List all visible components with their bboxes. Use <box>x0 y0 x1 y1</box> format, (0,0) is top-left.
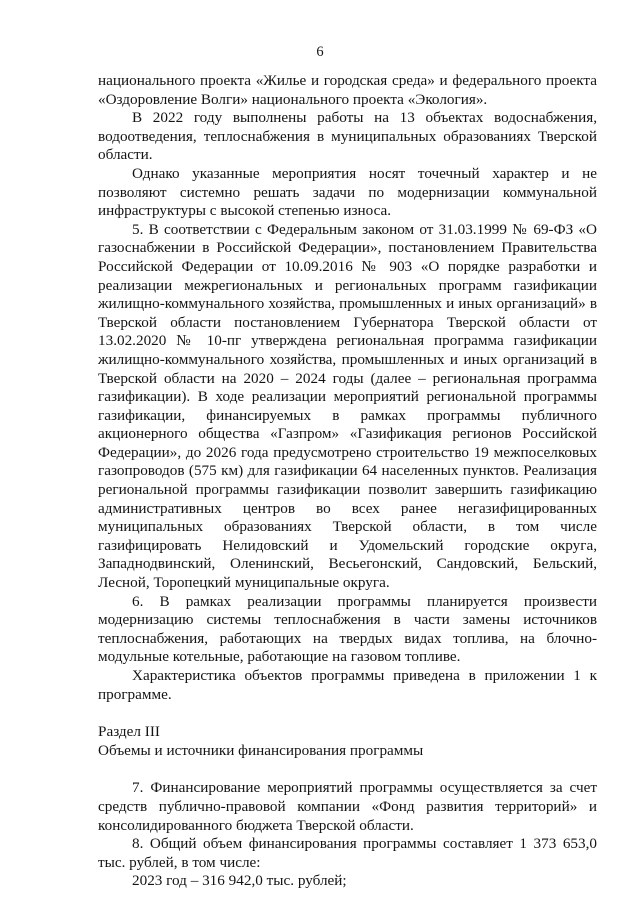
paragraph-year-2023: 2023 год – 316 942,0 тыс. рублей; <box>132 872 347 890</box>
paragraph-item-5: 5. В соответствии с Федеральным законом от 31.03.1999 № 69-ФЗ «О газоснабжении в Российской Федерации», постановлением Правительства Российской Федерации от 10.09.2016 № 903 «О порядке разработки и реализации межрегиональных и региональных программ газификации жилищно-коммунального хозяйства, промышленных и иных организаций» в Тверской области постановлением Губернатора Тверской области от 13.02.2020 № 10-пг утверждена региональная программа газификации жилищно-коммунального хозяйства, промышленных и иных организаций в Тверской области на 2020 – 2024 годы (далее – региональная программа газификации). В ходе реализации мероприятий региональной программы газификации, финансируемых в рамках программы публичного акционерного общества «Газпром» «Газификация регионов Российской Федерации», до 2026 года предусмотрено строительство 19 межпоселковых газопроводов (575 км) для газификации 64 населенных пунктов. Реализация региональной программы газификации позволит завершить газификацию административных центров во всех ранее негазифицированных муниципальных образованиях Тверской области, в том числе газифицировать Нелидовский и Удомельский городские округа, Западнодвинский, Оленинский, Весьегонский, Сандовский, Бельский, Лесной, Торопецкий муниципальные округа. <box>98 220 597 592</box>
paragraph-continuation: национального проекта «Жилье и городская среда» и федерального проекта «Оздоровление Волги» национального проекта «Экология». <box>98 72 597 108</box>
paragraph-however: Однако указанные мероприятия носят точечный характер и не позволяют системно решать задачи по модернизации коммунальной инфраструктуры с высокой степенью износа. <box>98 164 597 220</box>
page-number: 6 <box>316 44 324 60</box>
paragraph-item-6: 6. В рамках реализации программы планируется произвести модернизацию системы теплоснабжения в части замены источников теплоснабжения, работающих на твердых видах топлива, на блочно-модульные котельные, работающие на газовом топливе. <box>98 592 597 666</box>
paragraph-characteristics: Характеристика объектов программы приведена в приложении 1 к программе. <box>98 667 597 703</box>
section-title: Раздел III <box>98 723 160 741</box>
paragraph-item-7: 7. Финансирование мероприятий программы осуществляется за счет средств публично-правовой компании «Фонд развития территорий» и консолидированного бюджета Тверской области. <box>98 779 597 834</box>
paragraph-item-8: 8. Общий объем финансирования программы составляет 1 373 653,0 тыс. рублей, в том числе: <box>98 835 597 871</box>
paragraph-2022-works: В 2022 году выполнены работы на 13 объектах водоснабжения, водоотведения, теплоснабжения в муниципальных образованиях Тверской области. <box>98 109 597 164</box>
section-subtitle: Объемы и источники финансирования программы <box>98 741 424 759</box>
document-body <box>98 72 597 891</box>
